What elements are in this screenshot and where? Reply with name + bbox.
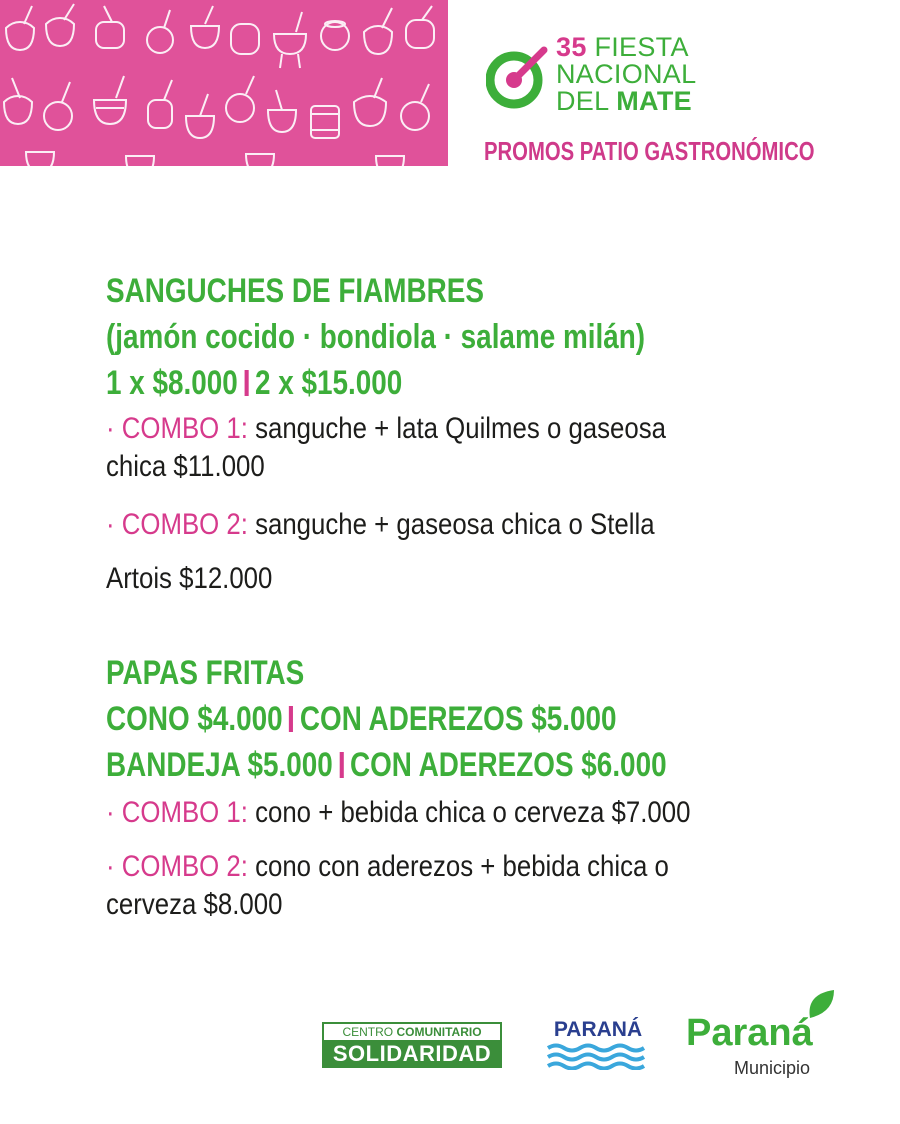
price-row [106,360,729,406]
section-title: PAPAS FRITAS [106,654,305,692]
price-cono: CONO $4.000 [106,700,283,738]
combo-text: sanguche + gaseosa chica o Stella [255,508,655,541]
menu-content [106,268,866,924]
brand-line2: NACIONAL [556,59,697,89]
combo-text-cont: Artois $12.000 [106,562,273,595]
combo-item [106,410,760,486]
brand-line1: FIESTA [594,32,689,62]
combo-label: · COMBO 2: [106,850,248,883]
municipio-text: Municipio [734,1058,811,1078]
centro-bottom: SOLIDARIDAD [322,1040,502,1068]
combo-text-cont: cerveza $8.000 [106,888,283,921]
parana-blue-logo [546,1018,650,1072]
mate-target-icon [486,46,550,110]
parana-municipio-logo [686,988,846,1078]
centro-top-a: CENTRO [342,1025,394,1039]
price-bandeja: BANDEJA $5.000 [106,746,333,784]
centro-comunitario-logo [322,1022,502,1068]
combo-label: · COMBO 1: [106,796,248,829]
section-papas [106,650,866,924]
water-waves-icon [546,1042,650,1070]
sponsor-footer [0,980,900,1100]
price-double: 2 x $15.000 [254,364,403,402]
combo-label: · COMBO 2: [106,508,248,541]
price-single: 1 x $8.000 [106,364,238,402]
section-subtitle: (jamón cocido · bondiola · salame milán) [106,318,646,356]
promo-title: PROMOS PATIO GASTRONÓMICO [484,136,815,166]
brand-line3-a: DEL [556,86,609,116]
combo-item [106,848,760,924]
centro-top [322,1022,502,1040]
combo-item [106,498,760,606]
centro-top-b: COMUNITARIO [396,1025,482,1039]
mate-gourds-pattern-icon [0,0,448,166]
price-bandeja-aderezos: CON ADEREZOS $6.000 [349,746,667,784]
combo-text: sanguche + lata Quilmes o gaseosa [255,412,667,445]
combo-text: cono con aderezos + bebida chica o [255,850,669,883]
combo-item [106,794,760,832]
brand-number: 35 [556,32,587,62]
combo-label: · COMBO 1: [106,412,248,445]
brand-line3-b: MATE [616,86,692,116]
section-title: SANGUCHES DE FIAMBRES [106,272,484,310]
parana-green-text: Paraná [686,1012,813,1054]
fiesta-nacional-del-mate-logo [486,28,786,118]
mate-pattern-banner [0,0,448,166]
combo-text-cont: chica $11.000 [106,450,265,483]
price-row [106,696,729,742]
price-separator [289,706,293,732]
parana-blue-text: PARANÁ [553,1018,643,1041]
section-sanguches [106,268,866,606]
price-row [106,742,729,788]
price-separator [339,752,343,778]
price-separator [244,370,248,396]
brand-title [556,34,696,115]
combo-text: cono + bebida chica o cerveza $7.000 [255,796,691,829]
price-cono-aderezos: CON ADEREZOS $5.000 [299,700,617,738]
